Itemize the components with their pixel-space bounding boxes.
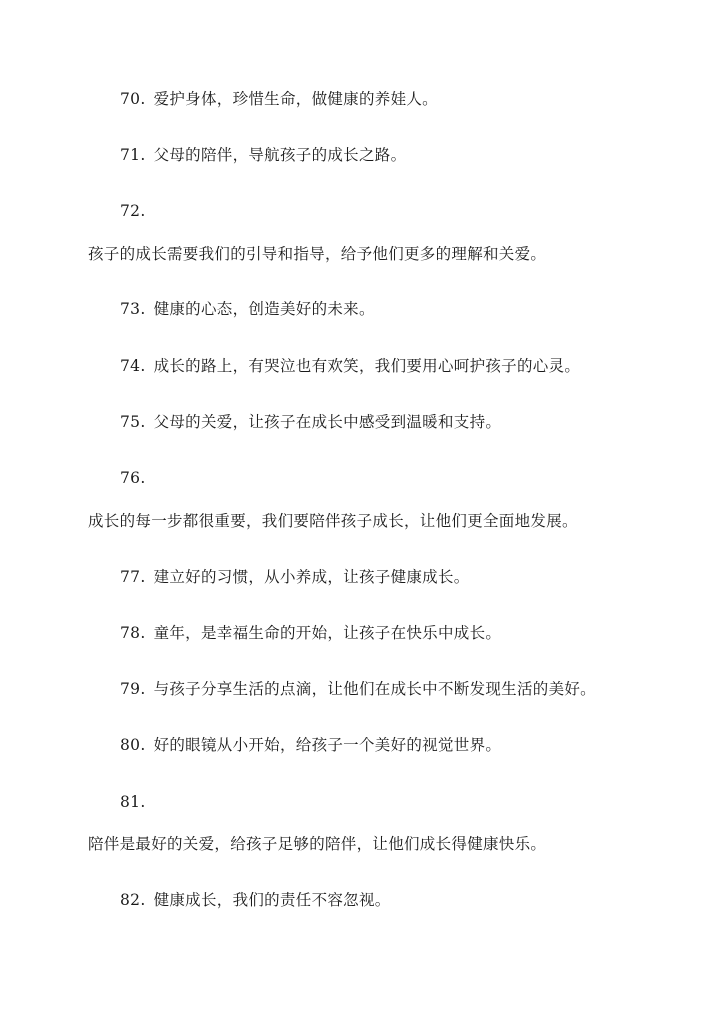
item-number: 80. — [120, 736, 146, 754]
item-text: 爱护身体，珍惜生命，做健康的养娃人。 — [153, 90, 438, 108]
item-number: 72. — [120, 202, 146, 220]
item-number: 76. — [120, 469, 146, 487]
item-text: 童年，是幸福生命的开始，让孩子在快乐中成长。 — [153, 624, 502, 642]
item-number: 82. — [120, 891, 146, 909]
item-text: 健康的心态，创造美好的未来。 — [153, 300, 375, 318]
list-item — [120, 735, 501, 755]
list-item — [120, 623, 501, 643]
item-text: 建立好的习惯，从小养成，让孩子健康成长。 — [153, 568, 470, 586]
item-text: 与孩子分享生活的点滴，让他们在成长中不断发现生活的美好。 — [153, 680, 596, 698]
item-number: 77. — [120, 568, 146, 586]
item-number: 74. — [120, 357, 146, 375]
list-item — [120, 145, 406, 165]
list-item — [120, 89, 438, 109]
item-text: 陪伴是最好的关爱，给孩子足够的陪伴，让他们成长得健康快乐。 — [88, 835, 547, 853]
item-number: 79. — [120, 680, 146, 698]
list-item — [120, 679, 596, 699]
item-text: 健康成长，我们的责任不容忽视。 — [153, 891, 391, 909]
item-number: 75. — [120, 413, 146, 431]
item-text: 父母的关爱，让孩子在成长中感受到温暖和支持。 — [153, 413, 502, 431]
list-item — [120, 356, 580, 376]
list-item — [120, 890, 391, 910]
item-number: 81. — [120, 793, 146, 811]
list-item — [120, 299, 375, 319]
item-number: 78. — [120, 624, 146, 642]
item-text: 成长的路上，有哭泣也有欢笑，我们要用心呵护孩子的心灵。 — [153, 357, 581, 375]
item-text: 成长的每一步都很重要，我们要陪伴孩子成长，让他们更全面地发展。 — [88, 512, 578, 530]
list-item — [120, 567, 470, 587]
item-number: 70. — [120, 90, 146, 108]
item-text: 父母的陪伴，导航孩子的成长之路。 — [153, 146, 407, 164]
item-number: 71. — [120, 146, 146, 164]
item-text: 好的眼镜从小开始，给孩子一个美好的视觉世界。 — [153, 736, 502, 754]
list-item — [120, 412, 501, 432]
item-text: 孩子的成长需要我们的引导和指导，给予他们更多的理解和关爱。 — [88, 245, 547, 263]
item-number: 73. — [120, 300, 146, 318]
